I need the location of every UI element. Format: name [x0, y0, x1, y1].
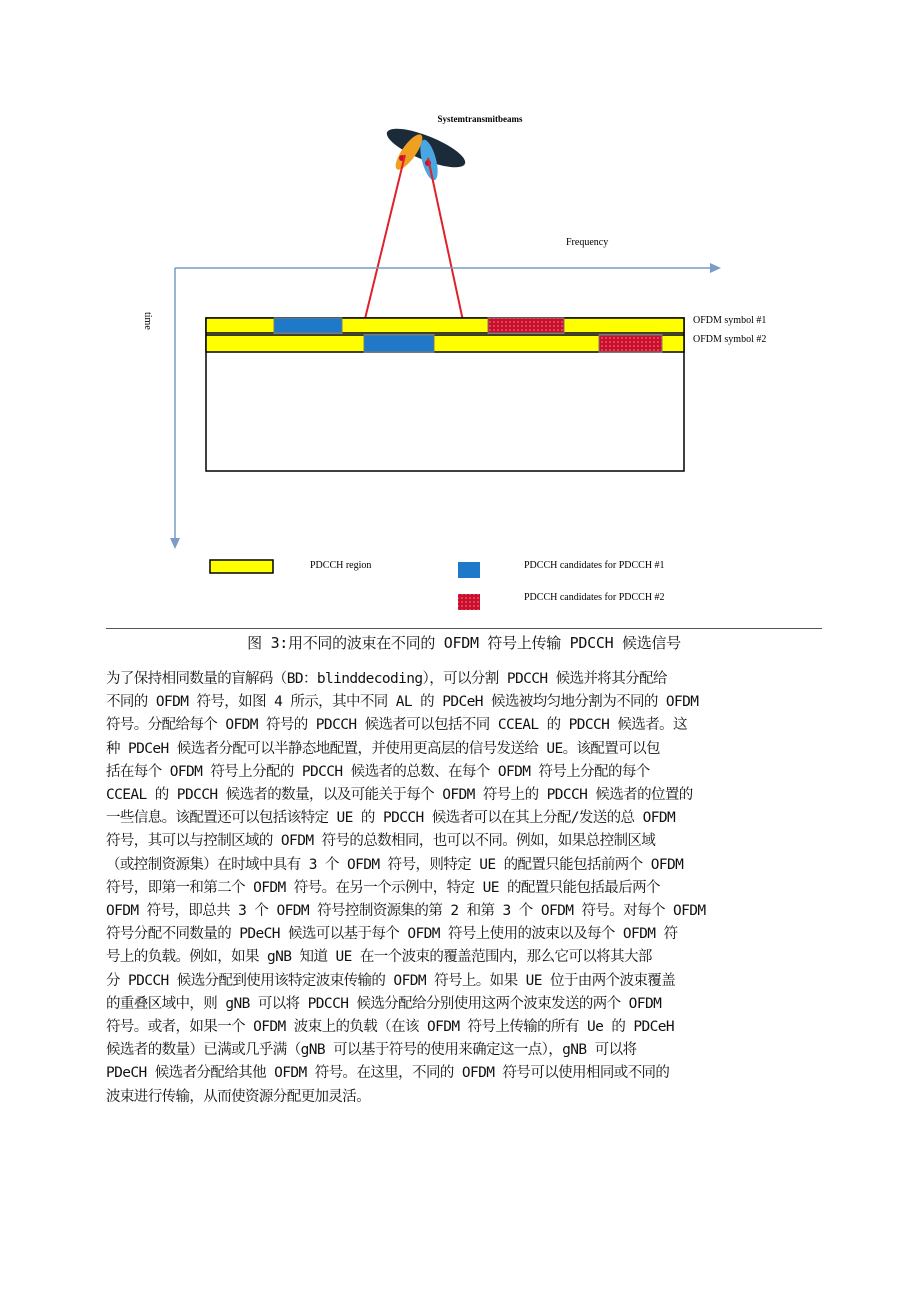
paragraph-line: 分 PDCCH 候选分配到使用该特定波束传输的 OFDM 符号上。如果 UE 位于由两个波束覆盖 — [106, 972, 676, 989]
caption-rule — [106, 628, 822, 629]
paragraph-line: 种 PDCeH 候选者分配可以半静态地配置，并使用更高层的信号发送给 UE。该配置可以包 — [106, 740, 660, 757]
legend-cand1-label: PDCCH candidates for PDCCH #1 — [524, 560, 665, 571]
paragraph-line: 的重叠区域中，则 gNB 可以将 PDCCH 候选分配给分别使用这两个波束发送的两个 OFDM — [106, 995, 662, 1012]
beam-line-2 — [428, 158, 468, 344]
beams-title: Systemtransmitbeams — [437, 114, 523, 124]
paragraph-line: 波束进行传输，从而使资源分配更加灵活。 — [106, 1088, 371, 1105]
legend-cand1-swatch — [458, 562, 480, 578]
paragraph-line: 符号。或者，如果一个 OFDM 波束上的负载（在该 OFDM 符号上传输的所有 Ue 的 PDCeH — [106, 1019, 675, 1036]
paragraph-line: 括在每个 OFDM 符号上分配的 PDCCH 候选者的总数、在每个 OFDM 符号上分配的每个 — [106, 763, 650, 780]
frequency-label: Frequency — [566, 237, 609, 248]
symbol-1-label: OFDM symbol #1 — [693, 315, 767, 326]
legend-region-label: PDCCH region — [310, 560, 372, 571]
paragraph-line: CCEAL 的 PDCCH 候选者的数量，以及可能关于每个 OFDM 符号上的 PDCCH 候选者的位置的 — [106, 787, 693, 804]
paragraph-line: （或控制资源集）在时域中具有 3 个 OFDM 符号，则特定 UE 的配置只能包括前两个 OFDM — [106, 856, 684, 873]
paragraph-line: PDeCH 候选者分配给其他 OFDM 符号。在这里，不同的 OFDM 符号可以使用相同或不同的 — [106, 1065, 670, 1082]
figure-caption: 图 3:用不同的波束在不同的 OFDM 符号上传输 PDCCH 候选信号 — [247, 634, 681, 652]
beam-line-1 — [363, 155, 405, 327]
paragraph-line: 符号，即第一和第二个 OFDM 符号。在另一个示例中，特定 UE 的配置只能包括最后两个 — [106, 879, 660, 896]
paragraph-line: 不同的 OFDM 符号，如图 4 所示，其中不同 AL 的 PDCeH 候选被均匀地分割为不同的 OFDM — [106, 694, 699, 711]
paragraph-line: OFDM 符号，即总共 3 个 OFDM 符号控制资源集的第 2 和第 3 个 OFDM 符号。对每个 OFDM — [106, 903, 706, 920]
symbol-2-label: OFDM symbol #2 — [693, 334, 767, 345]
pdcch1-candidate-symbol2 — [364, 335, 434, 352]
frequency-axis — [175, 263, 721, 273]
paragraph-line: 为了保持相同数量的盲解码（BD：blinddecoding），可以分割 PDCCH 候选并将其分配给 — [106, 671, 667, 687]
paragraph-line: 号上的负载。例如，如果 gNB 知道 UE 在一个波束的覆盖范围内，那么它可以将其大部 — [106, 949, 652, 966]
legend-region-swatch — [210, 560, 273, 573]
legend-cand2-label: PDCCH candidates for PDCCH #2 — [524, 592, 665, 603]
paragraph-line: 一些信息。该配置还可以包括该特定 UE 的 PDCCH 候选者可以在其上分配/发送的总 OFDM — [106, 810, 676, 827]
beam-diagram — [0, 0, 920, 625]
paragraph-line: 符号分配不同数量的 PDeCH 候选可以基于每个 OFDM 符号上使用的波束以及每个 OFDM 符 — [106, 926, 678, 943]
paragraph-line: 符号。分配给每个 OFDM 符号的 PDCCH 候选者可以包括不同 CCEAL 的 PDCCH 候选者。这 — [106, 717, 687, 734]
time-axis — [170, 268, 180, 549]
paragraph-line: 候选者的数量）已满或几乎满（gNB 可以基于符号的使用来确定这一点），gNB 可以将 — [106, 1042, 637, 1059]
transmit-beams-icon — [383, 121, 470, 182]
body-paragraph — [106, 668, 816, 1109]
time-label: time — [142, 312, 153, 330]
pdcch1-candidate-symbol1 — [274, 318, 342, 333]
paragraph-line: 符号，其可以与控制区域的 OFDM 符号的总数相同，也可以不同。例如，如果总控制区域 — [106, 833, 656, 850]
